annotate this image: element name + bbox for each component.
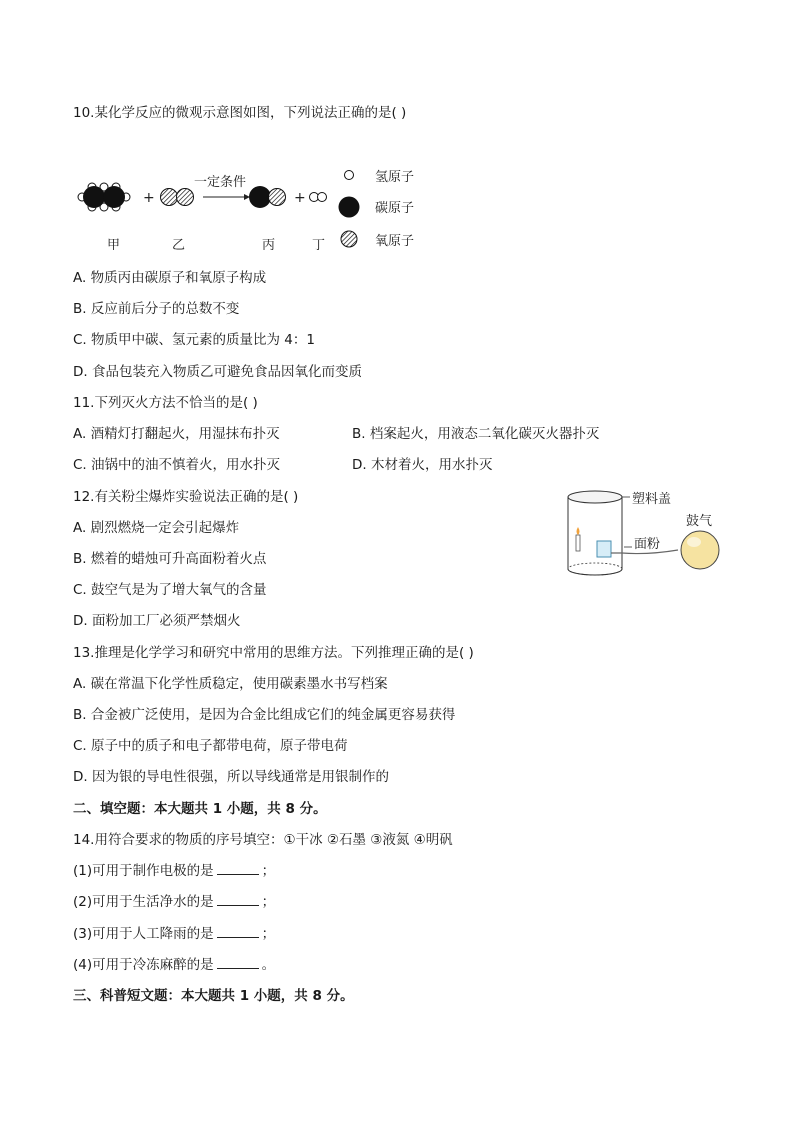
section-2-heading: 二、填空题：本大题共 1 小题，共 8 分。 xyxy=(73,801,327,817)
oxygen-atom-icon xyxy=(341,231,357,247)
q14-item-1-suffix: ； xyxy=(261,863,276,879)
q13-option-d: D. 因为银的导电性很强，所以导线通常是用银制作的 xyxy=(73,769,389,785)
label-flour: 面粉 xyxy=(634,537,661,552)
q14-item-4-suffix: 。 xyxy=(261,957,276,973)
q10-option-c: C. 物质甲中碳、氢元素的质量比为 4：1 xyxy=(73,332,315,348)
q14-item-3-suffix: ； xyxy=(261,926,276,942)
answer-blank-1[interactable] xyxy=(217,862,259,875)
molecule-yi xyxy=(161,189,194,206)
balloon xyxy=(681,531,719,569)
answer-blank-3[interactable] xyxy=(217,925,259,938)
molecule-jia xyxy=(78,183,130,211)
q11-option-d: D. 木材着火，用水扑灭 xyxy=(352,457,493,473)
q14-item-3 xyxy=(73,925,275,943)
plastic-lid xyxy=(568,491,622,503)
carbon-atom-icon xyxy=(339,197,360,218)
dust-explosion-apparatus xyxy=(560,487,730,587)
q13-option-a: A. 碳在常温下化学性质稳定，使用碳素墨水书写档案 xyxy=(73,676,388,692)
q10-option-b: B. 反应前后分子的总数不变 xyxy=(73,301,240,317)
legend-hydrogen: 氢原子 xyxy=(375,170,415,185)
label-bing: 丙 xyxy=(262,238,276,250)
q14-item-2-suffix: ； xyxy=(261,894,276,910)
legend xyxy=(339,170,415,249)
q14-item-3-text: (3)可用于人工降雨的是 xyxy=(73,926,214,942)
flame-icon xyxy=(577,527,580,535)
q12-option-c: C. 鼓空气是为了增大氧气的含量 xyxy=(73,582,267,598)
flour-cup xyxy=(597,541,611,557)
q14-item-2 xyxy=(73,893,275,911)
label-air-blow: 鼓气 xyxy=(686,514,713,529)
legend-carbon: 碳原子 xyxy=(375,201,415,216)
q14-item-1 xyxy=(73,862,275,880)
q10-stem: 10.某化学反应的微观示意图如图，下列说法正确的是( ) xyxy=(73,105,407,121)
molecule-ding xyxy=(310,193,327,202)
q11-option-c: C. 油锅中的油不慎着火，用水扑灭 xyxy=(73,457,281,473)
q14-item-1-text: (1)可用于制作电极的是 xyxy=(73,863,214,879)
svg-text:+: + xyxy=(294,190,306,206)
reaction-condition: 一定条件 xyxy=(194,175,247,190)
label-plastic-lid: 塑料盖 xyxy=(632,492,672,507)
hydrogen-atom-icon xyxy=(345,171,354,180)
q12-stem: 12.有关粉尘爆炸实验说法正确的是( ) xyxy=(73,489,299,505)
q11-stem: 11.下列灭火方法不恰当的是( ) xyxy=(73,395,258,411)
q14-item-4 xyxy=(73,956,275,974)
label-ding: 丁 xyxy=(312,238,326,250)
q12-option-d: D. 面粉加工厂必须严禁烟火 xyxy=(73,613,241,629)
section-3-heading: 三、科普短文题：本大题共 1 小题，共 8 分。 xyxy=(73,988,354,1004)
q10-option-d: D. 食品包装充入物质乙可避免食品因氧化而变质 xyxy=(73,364,362,380)
q10-option-a: A. 物质丙由碳原子和氧原子构成 xyxy=(73,270,267,286)
q11-option-a: A. 酒精灯打翻起火，用湿抹布扑灭 xyxy=(73,426,280,442)
answer-blank-4[interactable] xyxy=(217,956,259,969)
q11-option-b: B. 档案起火，用液态二氧化碳灭火器扑灭 xyxy=(352,426,600,442)
reaction-diagram xyxy=(70,160,430,250)
answer-blank-2[interactable] xyxy=(217,893,259,906)
q14-stem: 14.用符合要求的物质的序号填空：①干冰 ②石墨 ③液氮 ④明矾 xyxy=(73,832,453,848)
q14-item-2-text: (2)可用于生活净水的是 xyxy=(73,894,214,910)
legend-oxygen: 氧原子 xyxy=(375,234,415,249)
label-jia: 甲 xyxy=(107,238,121,250)
q12-option-b: B. 燃着的蜡烛可升高面粉着火点 xyxy=(73,551,267,567)
candle xyxy=(576,535,580,551)
q12-option-a: A. 剧烈燃烧一定会引起爆炸 xyxy=(73,520,240,536)
q14-item-4-text: (4)可用于冷冻麻醉的是 xyxy=(73,957,214,973)
q13-option-c: C. 原子中的质子和电子都带电荷，原子带电荷 xyxy=(73,738,348,754)
label-yi: 乙 xyxy=(172,238,186,250)
svg-text:+: + xyxy=(143,190,155,206)
q13-stem: 13.推理是化学学习和研究中常用的思维方法。下列推理正确的是( ) xyxy=(73,645,474,661)
q13-option-b: B. 合金被广泛使用，是因为合金比组成它们的纯金属更容易获得 xyxy=(73,707,456,723)
molecule-bing xyxy=(249,186,286,208)
